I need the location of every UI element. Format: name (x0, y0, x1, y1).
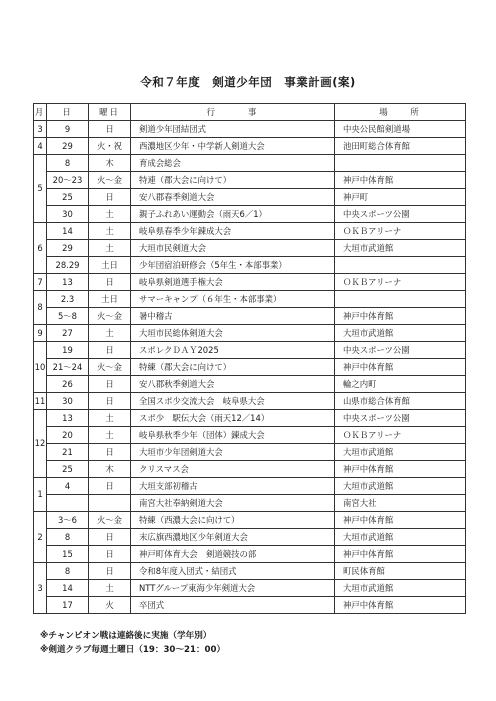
table-row (34, 121, 466, 138)
table-row (34, 359, 466, 376)
event-cell: 岐阜県春季少年錬成大会 (131, 223, 335, 240)
place-cell (335, 155, 466, 172)
month-cell: 9 (34, 325, 47, 342)
event-cell: 育成会総会 (131, 155, 335, 172)
weekday-cell: 木 (89, 461, 131, 478)
day-cell: 13 (47, 274, 89, 291)
event-cell: 岐阜県秋季少年（団体）錬成大会 (131, 427, 335, 444)
place-cell: 大垣市武道館 (335, 580, 466, 597)
table-row (34, 325, 466, 342)
month-cell: 10 (34, 342, 47, 393)
place-cell: 神戸中体育館 (335, 359, 466, 376)
weekday-cell: 日 (89, 342, 131, 359)
weekday-cell: 土 (89, 223, 131, 240)
place-cell: 輪之内町 (335, 376, 466, 393)
place-cell: 神戸中体育館 (335, 461, 466, 478)
weekday-cell: 土日 (89, 291, 131, 308)
place-cell: 神戸中体育館 (335, 308, 466, 325)
event-cell: 特連（郡大会に向けて） (131, 172, 335, 189)
table-row (34, 376, 466, 393)
table-row (34, 138, 466, 155)
place-cell: 南宮大社 (335, 495, 466, 512)
weekday-cell: 火・祝 (89, 138, 131, 155)
day-cell: 14 (47, 580, 89, 597)
note-club: ※剣道クラブ毎週土曜日（19：30～21：00） (40, 645, 226, 655)
header-event: 行 事 (131, 104, 335, 121)
place-cell: ＯＫＢアリーナ (335, 223, 466, 240)
event-cell: 特練（郡大会に向けて） (131, 359, 335, 376)
event-cell: クリスマス会 (131, 461, 335, 478)
weekday-cell: 日 (89, 121, 131, 138)
page-title: 令和７年度 剣道少年団 事業計画(案) (140, 75, 356, 89)
place-cell (335, 257, 466, 274)
table-row (34, 342, 466, 359)
event-cell: NTTグループ東海少年剣道大会 (131, 580, 335, 597)
table-row (34, 240, 466, 257)
weekday-cell: 土 (89, 427, 131, 444)
day-cell: 25 (47, 189, 89, 206)
event-cell: 親子ふれあい運動会（雨天6／1） (131, 206, 335, 223)
event-cell: 西濃地区少年・中学新人剣道大会 (131, 138, 335, 155)
table-row (34, 257, 466, 274)
day-cell: 4 (47, 478, 89, 495)
day-cell: 5～8 (47, 308, 89, 325)
event-cell: 末広旗西濃地区少年剣道大会 (131, 529, 335, 546)
day-cell: 26 (47, 376, 89, 393)
table-row (34, 444, 466, 461)
day-cell: 8 (47, 563, 89, 580)
month-cell: 3 (34, 563, 47, 614)
table-header-row (34, 104, 466, 121)
table-row (34, 393, 466, 410)
event-cell: サマーキャンプ（６年生・本部事業） (131, 291, 335, 308)
day-cell: 30 (47, 206, 89, 223)
weekday-cell: 土 (89, 325, 131, 342)
place-cell: 大垣市武道館 (335, 444, 466, 461)
event-cell: 卒団式 (131, 597, 335, 614)
weekday-cell: 日 (89, 563, 131, 580)
event-cell: 全国スポ少交流大会 岐阜県大会 (131, 393, 335, 410)
table-row (34, 223, 466, 240)
event-cell: 大垣支部初稽古 (131, 478, 335, 495)
weekday-cell (89, 495, 131, 512)
place-cell (335, 291, 466, 308)
event-cell: 南宮大社奉納剣道大会 (131, 495, 335, 512)
day-cell: 30 (47, 393, 89, 410)
event-cell: 少年団宿泊研修会（5年生・本部事業） (131, 257, 335, 274)
place-cell: 大垣市武道館 (335, 478, 466, 495)
place-cell: 中央スポーツ公園 (335, 342, 466, 359)
day-cell: 8 (47, 155, 89, 172)
table-row (34, 563, 466, 580)
place-cell: 町民体育館 (335, 563, 466, 580)
month-cell: 4 (34, 138, 47, 155)
schedule-body (34, 121, 466, 614)
place-cell: 大垣市武道館 (335, 240, 466, 257)
event-cell: 剣道少年団結団式 (131, 121, 335, 138)
day-cell: 9 (47, 121, 89, 138)
weekday-cell: 日 (89, 546, 131, 563)
table-row (34, 308, 466, 325)
event-cell: スポレクＤＡＹ2025 (131, 342, 335, 359)
notes (40, 629, 225, 657)
header-place: 場 所 (335, 104, 466, 121)
event-cell: 安八郡春季剣道大会 (131, 189, 335, 206)
weekday-cell: 火～金 (89, 359, 131, 376)
month-cell: 6 (34, 223, 47, 274)
place-cell: 中央公民館剣道場 (335, 121, 466, 138)
weekday-cell: 土 (89, 206, 131, 223)
weekday-cell: 日 (89, 393, 131, 410)
month-cell: 8 (34, 291, 47, 325)
place-cell: ＯＫＢアリーナ (335, 274, 466, 291)
table-row (34, 172, 466, 189)
table-row (34, 274, 466, 291)
place-cell: 大垣市武道館 (335, 529, 466, 546)
day-cell: 14 (47, 223, 89, 240)
table-row (34, 580, 466, 597)
table-row (34, 155, 466, 172)
weekday-cell: 火～金 (89, 308, 131, 325)
day-cell: 20～23 (47, 172, 89, 189)
weekday-cell: 日 (89, 189, 131, 206)
day-cell: 25 (47, 461, 89, 478)
place-cell: 池田町総合体育館 (335, 138, 466, 155)
place-cell: 山県市総合体育館 (335, 393, 466, 410)
event-cell: 安八郡秋季剣道大会 (131, 376, 335, 393)
table-row (34, 546, 466, 563)
day-cell (47, 495, 89, 512)
note-champion: ※チャンピオン戦は連絡後に実施（学年別） (40, 631, 212, 641)
schedule-table (33, 103, 466, 614)
place-cell: 神戸中体育館 (335, 512, 466, 529)
weekday-cell: 土 (89, 580, 131, 597)
place-cell: 神戸中体育館 (335, 597, 466, 614)
day-cell: 19 (47, 342, 89, 359)
day-cell: 27 (47, 325, 89, 342)
weekday-cell: 日 (89, 478, 131, 495)
month-cell: 3 (34, 121, 47, 138)
place-cell: 神戸中体育館 (335, 172, 466, 189)
place-cell: 神戸町 (335, 189, 466, 206)
header-day: 日 (47, 104, 89, 121)
event-cell: 大垣市民総体剣道大会 (131, 325, 335, 342)
month-cell: 7 (34, 274, 47, 291)
day-cell: 15 (47, 546, 89, 563)
weekday-cell: 土 (89, 240, 131, 257)
month-cell: 5 (34, 155, 47, 223)
day-cell: 28.29 (47, 257, 89, 274)
weekday-cell: 日 (89, 376, 131, 393)
weekday-cell: 日 (89, 274, 131, 291)
table-row (34, 410, 466, 427)
weekday-cell: 土 (89, 410, 131, 427)
event-cell: 神戸町体育大会 剣道競技の部 (131, 546, 335, 563)
day-cell: 20 (47, 427, 89, 444)
table-row (34, 495, 466, 512)
day-cell: 17 (47, 597, 89, 614)
event-cell: 大垣市民剣道大会 (131, 240, 335, 257)
weekday-cell: 火 (89, 597, 131, 614)
table-row (34, 189, 466, 206)
weekday-cell: 火～金 (89, 512, 131, 529)
event-cell: 大垣市少年団剣道大会 (131, 444, 335, 461)
place-cell: 神戸中体育館 (335, 546, 466, 563)
event-cell: 暑中稽古 (131, 308, 335, 325)
day-cell: 29 (47, 138, 89, 155)
header-weekday: 曜日 (89, 104, 131, 121)
event-cell: 特練（西濃大会に向けて） (131, 512, 335, 529)
weekday-cell: 土日 (89, 257, 131, 274)
day-cell: 21～24 (47, 359, 89, 376)
month-cell: 11 (34, 393, 47, 410)
table-row (34, 427, 466, 444)
weekday-cell: 日 (89, 444, 131, 461)
month-cell: 1 (34, 478, 47, 512)
weekday-cell: 火～金 (89, 172, 131, 189)
place-cell: 大垣市武道館 (335, 325, 466, 342)
event-cell: スポ少 駅伝大会（雨天12／14） (131, 410, 335, 427)
table-row (34, 512, 466, 529)
day-cell: 8 (47, 529, 89, 546)
table-row (34, 529, 466, 546)
place-cell: 中央スポーツ公園 (335, 410, 466, 427)
weekday-cell: 日 (89, 529, 131, 546)
header-month: 月 (34, 104, 47, 121)
table-row (34, 461, 466, 478)
table-row (34, 478, 466, 495)
table-row (34, 291, 466, 308)
event-cell: 令和8年度入団式・結団式 (131, 563, 335, 580)
day-cell: 29 (47, 240, 89, 257)
month-cell: 2 (34, 512, 47, 563)
table-row (34, 597, 466, 614)
weekday-cell: 木 (89, 155, 131, 172)
event-cell: 岐阜県剣道選手権大会 (131, 274, 335, 291)
day-cell: 21 (47, 444, 89, 461)
table-row (34, 206, 466, 223)
day-cell: 13 (47, 410, 89, 427)
month-cell: 12 (34, 410, 47, 478)
place-cell: ＯＫＢアリーナ (335, 427, 466, 444)
day-cell: 3～6 (47, 512, 89, 529)
day-cell: 2.3 (47, 291, 89, 308)
place-cell: 中央スポーツ公園 (335, 206, 466, 223)
